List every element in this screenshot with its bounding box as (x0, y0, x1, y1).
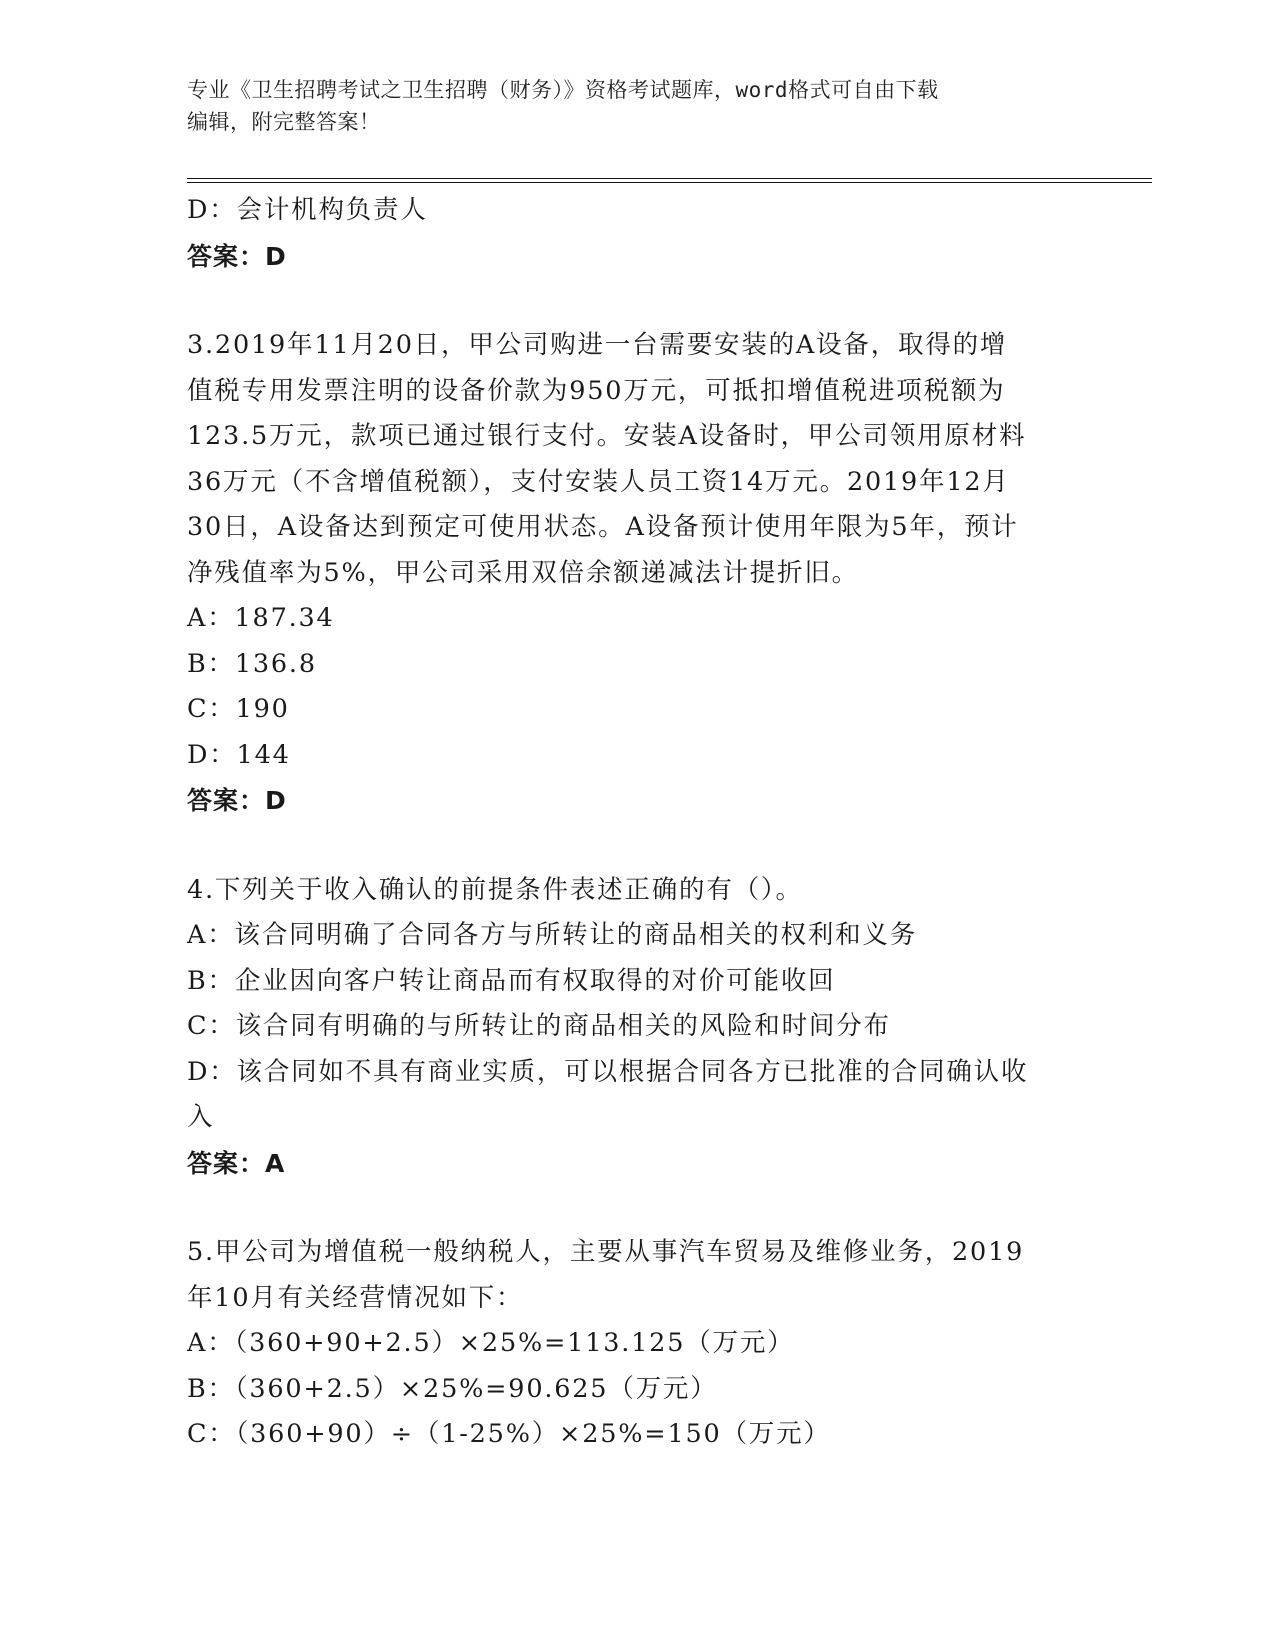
header-line-1: 专业《卫生招聘考试之卫生招聘（财务）》资格考试题库，word格式可自由下载 (187, 78, 939, 102)
question-3-option-a: A：187.34 (187, 603, 335, 633)
question-5-option-c: C：（360+90）÷（1-25%）×25%=150（万元） (187, 1419, 831, 1449)
prev-answer: 答案：D (187, 241, 287, 271)
spacer (187, 824, 1087, 868)
question-4-option-b: B：企业因向客户转让商品而有权取得的对价可能收回 (187, 965, 836, 996)
question-3-line: 36万元（不含增值税额），支付安装人员工资14万元。2019年12月 (187, 466, 1010, 497)
question-4-option-c: C：该合同有明确的与所转让的商品相关的风险和时间分布 (187, 1011, 891, 1041)
question-4-option-d: D：该合同如不具有商业实质，可以根据合同各方已批准的合同确认收 (187, 1056, 1029, 1087)
spacer (187, 1186, 1087, 1230)
page-header (187, 74, 1067, 138)
question-3-line: 净残值率为5%，甲公司采用双倍余额递减法计提折旧。 (187, 557, 859, 588)
question-5 (187, 1230, 1087, 1458)
question-content (187, 188, 1087, 1458)
question-5-option-b: B：（360+2.5）×25%=90.625（万元） (187, 1373, 718, 1404)
question-4-option-a: A：该合同明确了合同各方与所转让的商品相关的权利和义务 (187, 920, 918, 950)
spacer (187, 279, 1087, 323)
header-divider-top (187, 178, 1152, 179)
question-3-line: 3.2019年11月20日，甲公司购进一台需要安装的A设备，取得的增 (187, 330, 1008, 360)
prev-option-d: D：会计机构负责人 (187, 195, 428, 225)
question-4-answer: 答案：A (187, 1148, 286, 1178)
question-4-option-d-cont: 入 (187, 1102, 215, 1132)
question-3-option-b: B：136.8 (187, 648, 317, 679)
question-3-line: 值税专用发票注明的设备价款为950万元，可抵扣增值税进项税额为 (187, 375, 1006, 406)
header-line-2: 编辑，附完整答案！ (187, 110, 381, 134)
header-divider-bottom (187, 182, 1152, 183)
question-4-stem: 4.下列关于收入确认的前提条件表述正确的有（）。 (187, 874, 803, 905)
question-3-answer: 答案：D (187, 786, 287, 815)
question-5-option-a: A：（360+90+2.5）×25%=113.125（万元） (187, 1328, 795, 1358)
question-3-option-d: D：144 (187, 739, 291, 770)
question-3-option-c: C：190 (187, 694, 290, 724)
question-3-line: 30日，A设备达到预定可使用状态。A设备预计使用年限为5年，预计 (187, 512, 1019, 542)
question-3-line: 123.5万元，款项已通过银行支付。安装A设备时，甲公司领用原材料 (187, 421, 1027, 451)
question-5-line: 5.甲公司为增值税一般纳税人，主要从事汽车贸易及维修业务，2019 (187, 1237, 1025, 1267)
question-3 (187, 323, 1087, 824)
question-4 (187, 868, 1087, 1187)
question-5-line: 年10月有关经营情况如下： (187, 1282, 524, 1313)
